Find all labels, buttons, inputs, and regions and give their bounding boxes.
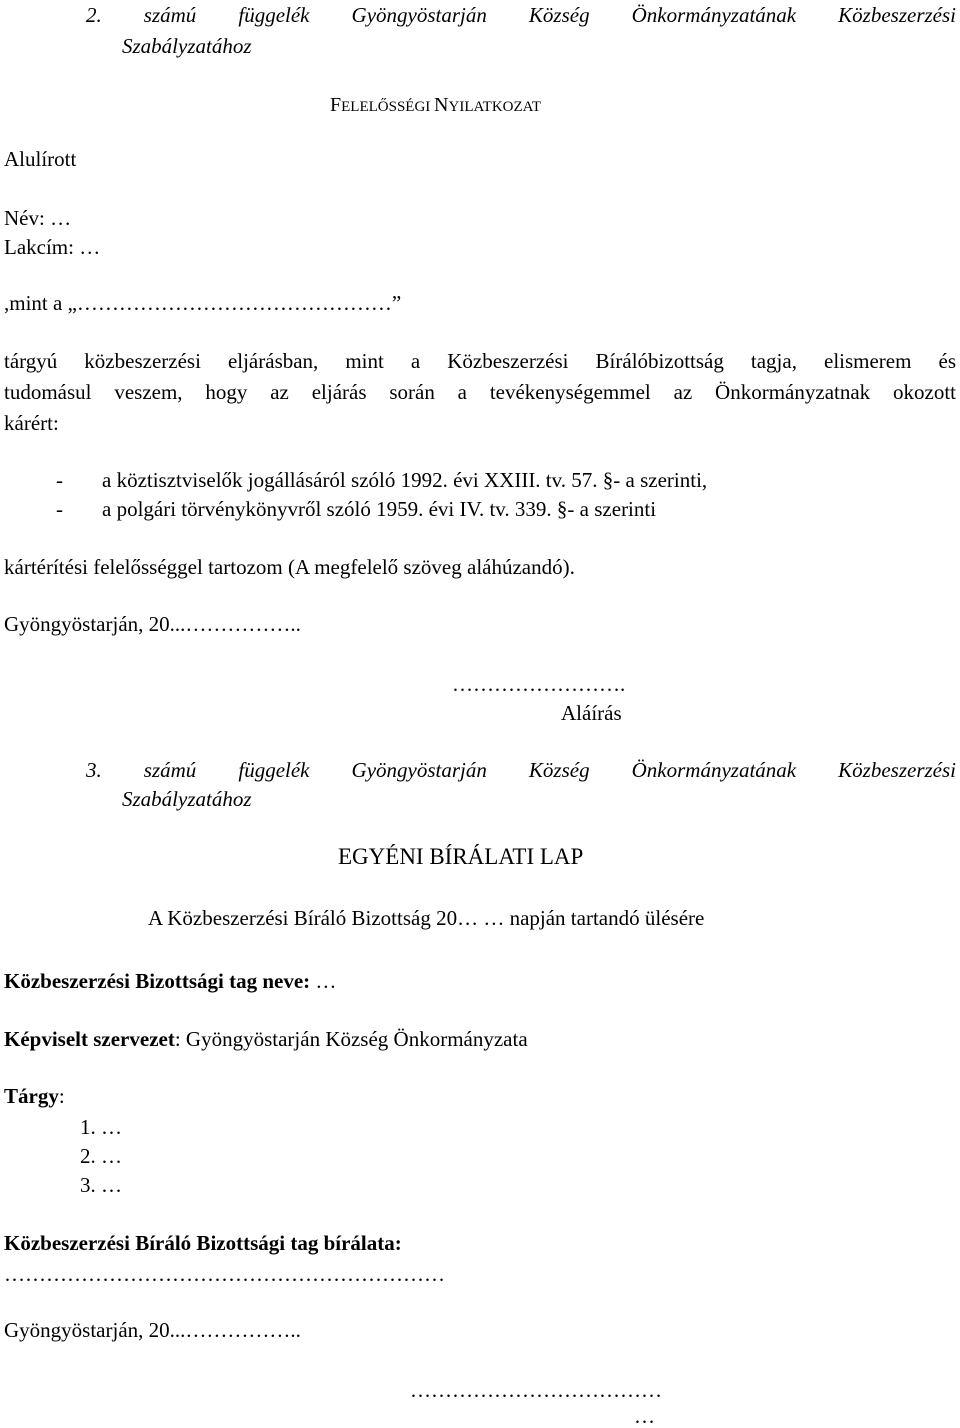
- signature-label: Aláírás: [561, 701, 622, 725]
- appendix2-heading-line2: Szabályzatához: [122, 34, 252, 58]
- evaluation-sheet-title: EGYÉNI BÍRÁLATI LAP: [338, 844, 584, 869]
- signature-dots: …: [634, 1404, 655, 1428]
- subject-item: 3. …: [80, 1173, 122, 1197]
- declaration-title: FELELŐSSÉGI NYILATKOZAT: [330, 94, 541, 116]
- procedure-subject-line: ,mint a „………………………………………”: [4, 291, 402, 315]
- subject-item: 2. …: [80, 1144, 122, 1168]
- appendix3-heading-line1: 3. számú függelék Gyöngyöstarján Község Önkormányzatának Közbeszerzési: [86, 758, 956, 782]
- bullet-dash: -: [56, 468, 63, 492]
- subject-line: Tárgy:: [4, 1084, 65, 1108]
- undersigned-label: Alulírott: [4, 147, 77, 171]
- evaluation-label: Közbeszerzési Bíráló Bizottsági tag bírálata:: [4, 1231, 402, 1255]
- declaration-paragraph-line2: tudomásul veszem, hogy az eljárás során a tevékenységemmel az Önkormányzatnak okozott: [4, 380, 956, 404]
- declaration-paragraph-line1: tárgyú közbeszerzési eljárásban, mint a Közbeszerzési Bírálóbizottság tagja, elismerem és: [4, 349, 956, 373]
- place-date-line: Gyöngyöstarján, 20...……………..: [4, 1318, 301, 1342]
- bullet-dash: -: [56, 497, 63, 521]
- appendix3-heading-line2: Szabályzatához: [122, 787, 252, 811]
- place-date-line: Gyöngyöstarján, 20...……………..: [4, 612, 301, 636]
- name-line: Név: …: [4, 206, 72, 230]
- member-name-value: …: [310, 969, 337, 993]
- evaluation-dots: ………………………………………………………: [4, 1262, 445, 1286]
- organization-label: Képviselt szervezet: [4, 1027, 175, 1051]
- appendix2-heading-line1: 2. számú függelék Gyöngyöstarján Község Önkormányzatának Közbeszerzési: [86, 3, 956, 27]
- bullet-item: a polgári törvénykönyvről szóló 1959. évi IV. tv. 339. §- a szerinti: [102, 497, 657, 521]
- declaration-paragraph-line3: kárért:: [4, 411, 59, 435]
- address-line: Lakcím: …: [4, 235, 101, 259]
- member-name-line: [4, 969, 336, 993]
- bullet-item: a köztisztviselők jogállásáról szóló 1992. évi XXIII. tv. 57. §- a szerinti,: [102, 468, 708, 492]
- evaluation-sheet-subtitle: A Közbeszerzési Bíráló Bizottság 20… … napján tartandó ülésére: [148, 906, 705, 930]
- organization-line: [4, 1027, 528, 1051]
- organization-value: : Gyöngyöstarján Község Önkormányzata: [174, 1027, 528, 1051]
- member-name-label: Közbeszerzési Bizottsági tag neve:: [4, 969, 311, 993]
- liability-line: kártérítési felelősséggel tartozom (A megfelelő szöveg aláhúzandó).: [4, 555, 575, 579]
- subject-item: 1. …: [80, 1115, 122, 1139]
- subject-label: Tárgy: [4, 1084, 59, 1108]
- signature-dots: ………………………………: [410, 1378, 662, 1402]
- signature-dots: …………………….: [452, 672, 626, 696]
